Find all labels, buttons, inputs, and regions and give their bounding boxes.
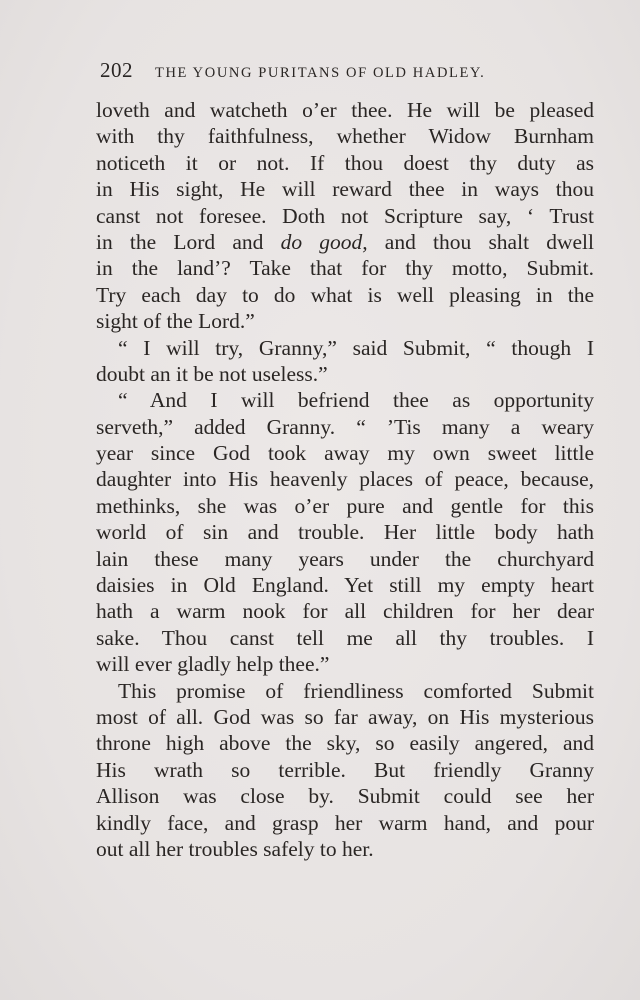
text-line: in His sight, He will reward thee in ways thou [96,177,594,202]
body-text [96,97,594,862]
page-number: 202 [100,58,133,82]
text-line: Allison was close by. Submit could see her [96,784,594,809]
text-line: throne high above the sky, so easily angered, and [96,731,594,756]
text-line: “ I will try, Granny,” said Submit, “ though I [118,335,594,360]
text-line: year since God took away my own sweet little [96,441,594,466]
text-line: sake. Thou canst tell me all thy troubles. I [96,625,594,650]
text-line: doubt an it be not useless.” [96,361,328,386]
text-line: canst not foresee. Doth not Scripture say, ‘ Trust [96,203,594,228]
text-line: in the land’? Take that for thy motto, Submit. [96,256,594,281]
text-line: methinks, she was o’er pure and gentle for this [96,493,594,518]
text-line: sight of the Lord.” [96,309,255,334]
text-line: His wrath so terrible. But friendly Granny [96,757,594,782]
page-header [100,58,540,88]
text-line: Try each day to do what is well pleasing in the [96,282,594,307]
text-line: noticeth it or not. If thou doest thy duty as [96,150,594,175]
text-line: hath a warm nook for all children for her dear [96,599,594,624]
text-line: daughter into His heavenly places of peace, because, [96,467,594,492]
text-line: will ever gladly help thee.” [96,652,330,677]
text-line: in the Lord and do good, and thou shalt dwell [96,229,594,254]
text-line: “ And I will befriend thee as opportunity [118,388,594,413]
text-line: lain these many years under the churchyard [96,546,594,571]
text-line: kindly face, and grasp her warm hand, and pour [96,810,594,835]
text-line: most of all. God was so far away, on His mysterious [96,704,594,729]
text-line: with thy faithfulness, whether Widow Burnham [96,124,594,149]
text-line: This promise of friendliness comforted Submit [118,678,594,703]
italic-phrase: do good, [280,229,368,254]
text-line: serveth,” added Granny. “ ’Tis many a weary [96,414,594,439]
text-line: out all her troubles safely to her. [96,836,374,861]
text-line: world of sin and trouble. Her little body hath [96,520,594,545]
text-line: daisies in Old England. Yet still my empty heart [96,573,594,598]
text-line: loveth and watcheth o’er thee. He will be pleased [96,98,594,122]
running-head: THE YOUNG PURITANS OF OLD HADLEY. [155,65,486,81]
